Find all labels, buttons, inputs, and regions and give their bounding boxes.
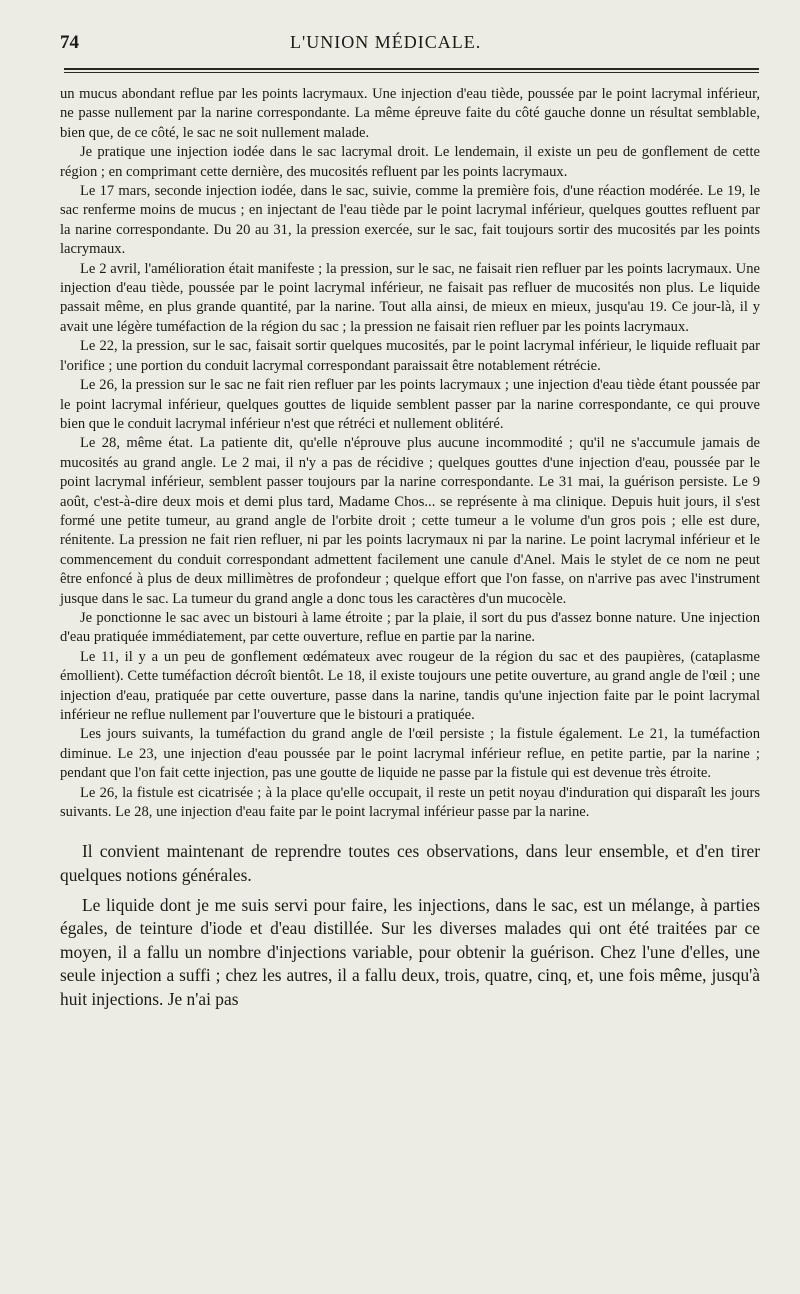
paragraph: Il convient maintenant de reprendre toutes ces observations, dans leur ensemble, et d'en tirer quelques notions générales. xyxy=(60,841,760,886)
paragraph: Le 28, même état. La patiente dit, qu'elle n'éprouve plus aucune incommodité ; qu'il ne s'accumule jamais de mucosités au grand angle. Le 2 mai, il n'y a pas de récidive ; quelques gouttes d'une injection d'eau, poussée par le point lacrymal inférieur, semblent passer toujours par la narine correspondante. Le 31 mai, la guérison persiste. Le 9 août, c'est-à-dire deux mois et demi plus tard, Madame Chos... se représente à ma clinique. Depuis huit jours, il s'est formé une petite tumeur, au grand angle de l'orbite droit ; cette tumeur a le volume d'un gros pois ; elle est dure, rénitente. La pression ne fait rien refluer, ni par les points lacrymaux ni par la narine. Le point lacrymal inférieur et le commencement du conduit correspondant admettent facilement une canule d'Anel. Mais le stylet de ce nom ne peut être enfoncé à plus de deux millimètres de profondeur ; quelque effort que l'on fasse, on n'arrive pas avec l'instrument jusque dans le sac. La tumeur du grand angle a donc tous les caractères d'un mucocèle. xyxy=(60,435,760,607)
discussion-text xyxy=(60,840,760,1011)
paragraph: Le 17 mars, seconde injection iodée, dans le sac, suivie, comme la première fois, d'une réaction modérée. Le 19, le sac renferme moins de mucus ; en injectant de l'eau tiède par le point lacrymal inférieur, quelques gouttes refluent par la narine correspondante. Du 20 au 31, la pression exercée, sur le sac, fait toujours sortir des mucosités par les points lacrymaux. xyxy=(60,183,760,258)
paragraph: Le 2 avril, l'amélioration était manifeste ; la pression, sur le sac, ne faisait rien refluer par les points lacrymaux. Une injection d'eau tiède, poussée par le point lacrymal inférieur, ne faisait pas refluer de mucosités non plus. Le liquide passait même, en plus grande quantité, par la narine. Tout alla ainsi, de mieux en mieux, jusqu'au 19. Ce jour-là, il y avait une légère tuméfaction de la région du sac ; la pression ne faisait rien refluer par les points lacrymaux. xyxy=(60,260,760,335)
page-header xyxy=(60,32,760,66)
paragraph: un mucus abondant reflue par les points lacrymaux. Une injection d'eau tiède, poussée par le point lacrymal inférieur, ne passe nullement par la narine correspondante. La même épreuve faite du côté gauche donne un résultat semblable, bien que, de ce côté, le sac ne soit nullement malade. xyxy=(60,86,760,141)
page-number: 74 xyxy=(60,32,79,53)
case-report-text xyxy=(60,85,760,822)
paragraph: Le 11, il y a un peu de gonflement œdémateux avec rougeur de la région du sac et des paupières, (cataplasme émollient). Cette tuméfaction décroît bientôt. Le 18, il existe toujours une petite ouverture, au grand angle de l'œil ; une injection d'eau, pratiquée par cette ouverture, passe dans la narine, tandis qu'une injection faite par le point lacrymal inférieur ne reflue nullement par l'ouverture que le bistouri a pratiquée. xyxy=(60,648,760,723)
header-rule xyxy=(64,68,759,70)
paragraph: Le 26, la pression sur le sac ne fait rien refluer par les points lacrymaux ; une injection d'eau tiède étant poussée par le point lacrymal inférieur, quelques gouttes de liquide semblent passer par la narine correspondante, ce qui prouve bien que le conduit lacrymal inférieur n'est que rétréci et nullement oblitéré. xyxy=(60,377,760,432)
paragraph: Le liquide dont je me suis servi pour faire, les injections, dans le sac, est un mélange, à parties égales, de teinture d'iode et d'eau distillée. Sur les diverses malades qui ont été traitées par ce moyen, il a fallu un nombre d'injections variable, pour obtenir la guérison. Chez l'une d'elles, une seule injection a suffi ; chez les autres, il a fallu deux, trois, quatre, cinq, et, une fois même, jusqu'à huit injections. Je n'ai pas xyxy=(60,894,760,1009)
paragraph: Le 26, la fistule est cicatrisée ; à la place qu'elle occupait, il reste un petit noyau d'induration qui disparaît les jours suivants. Le 28, une injection d'eau faite par le point lacrymal inférieur passe par la narine. xyxy=(60,784,760,821)
header-rule-thin xyxy=(64,72,759,73)
paragraph: Je ponctionne le sac avec un bistouri à lame étroite ; par la plaie, il sort du pus d'assez bonne nature. Une injection d'eau pratiquée immédiatement, par cette ouverture, reflue en partie par la narine. xyxy=(60,609,760,646)
paragraph: Les jours suivants, la tuméfaction du grand angle de l'œil persiste ; la fistule également. Le 21, la tuméfaction diminue. Le 23, une injection d'eau poussée par le point lacrymal inférieur reflue, en petite partie, par la narine ; pendant que l'on fait cette injection, pas une goutte de liquide ne passe par la fistule qui est devenue très étroite. xyxy=(60,726,760,782)
running-title: L'UNION MÉDICALE. xyxy=(290,32,482,52)
paragraph: Je pratique une injection iodée dans le sac lacrymal droit. Le lendemain, il existe un peu de gonflement de cette région ; en comprimant cette dernière, des mucosités refluent par les points lacrymaux. xyxy=(60,144,760,180)
paragraph: Le 22, la pression, sur le sac, faisait sortir quelques mucosités, par le point lacrymal inférieur, le liquide refluait par l'orifice ; une portion du conduit lacrymal correspondant paraissait être notablement rétrécie. xyxy=(60,338,760,374)
